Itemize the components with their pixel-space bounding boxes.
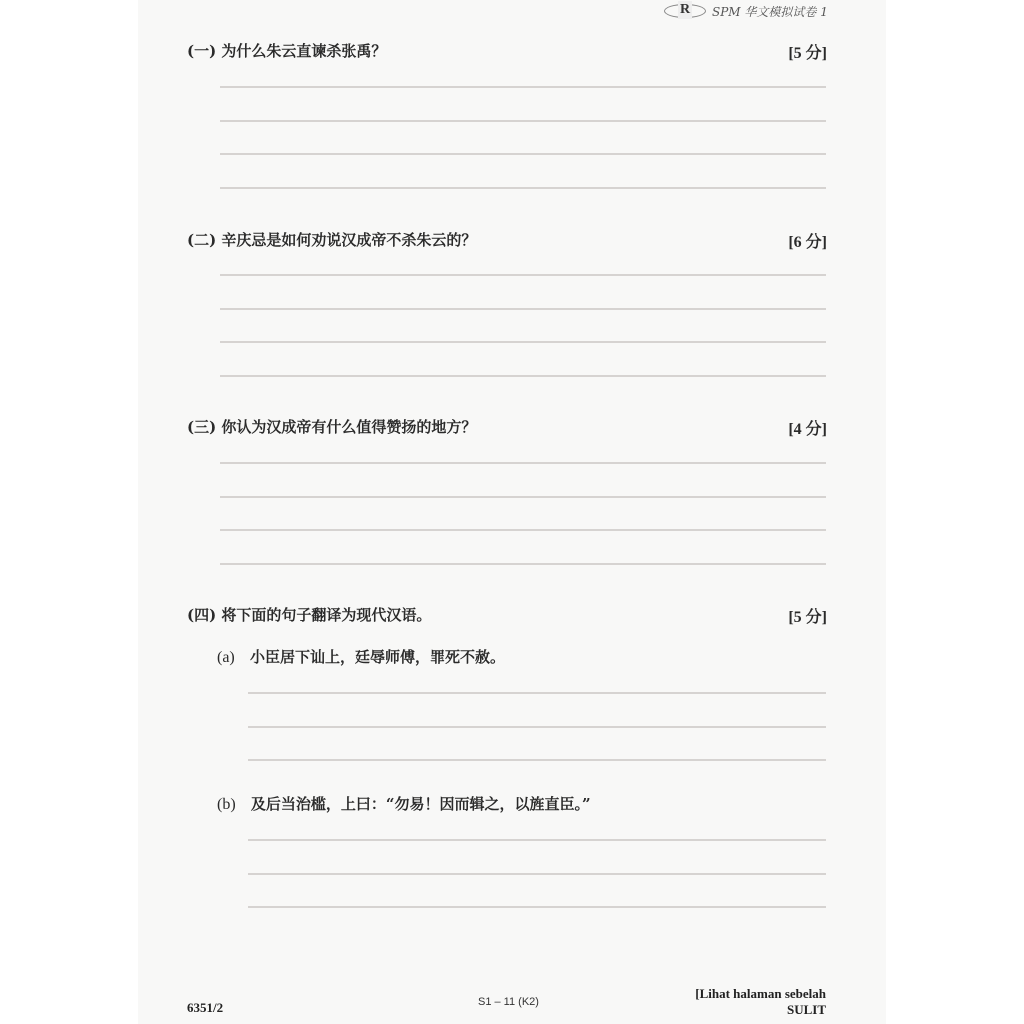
- answer-line[interactable]: [220, 308, 826, 310]
- question-4a-label: (a): [217, 649, 235, 666]
- question-2-text: (二) 辛庆忌是如何劝说汉成帝不杀朱云的？: [187, 231, 477, 249]
- question-1-text: (一) 为什么朱云直谏杀张禹？: [187, 42, 387, 60]
- answer-line[interactable]: [220, 375, 826, 377]
- print-code: S1 – 11 (K2): [478, 996, 539, 1008]
- question-4a: [217, 646, 505, 667]
- publisher-logo-icon: R: [664, 4, 706, 18]
- answer-line[interactable]: [248, 726, 826, 728]
- question-4-text: (四) 将下面的句子翻译为现代汉语。: [187, 606, 432, 624]
- answer-line[interactable]: [248, 906, 826, 908]
- answer-line[interactable]: [220, 153, 826, 155]
- question-1-marks: [5 分]: [788, 45, 827, 62]
- question-4a-text: 小臣居下讪上，廷辱师傅，罪死不赦。: [250, 648, 506, 666]
- answer-line[interactable]: [248, 759, 826, 761]
- next-page-note: [Lihat halaman sebelah: [695, 986, 826, 1001]
- paper-code: 6351/2: [187, 1000, 224, 1015]
- classification-label: SULIT: [786, 1002, 826, 1017]
- question-3: [187, 416, 827, 439]
- question-4: [187, 604, 827, 627]
- answer-line[interactable]: [220, 462, 826, 464]
- answer-line[interactable]: [220, 496, 826, 498]
- answer-line[interactable]: [248, 692, 826, 694]
- answer-line[interactable]: [248, 873, 826, 875]
- question-2: [187, 229, 827, 252]
- question-2-marks: [6 分]: [788, 234, 827, 251]
- answer-line[interactable]: [220, 120, 826, 122]
- answer-line[interactable]: [248, 839, 826, 841]
- answer-line[interactable]: [220, 274, 826, 276]
- answer-line[interactable]: [220, 86, 826, 88]
- question-4b: [217, 793, 591, 814]
- answer-line[interactable]: [220, 341, 826, 343]
- question-3-text: (三) 你认为汉成帝有什么值得赞扬的地方？: [187, 418, 477, 436]
- answer-line[interactable]: [220, 529, 826, 531]
- question-4-marks: [5 分]: [788, 609, 827, 626]
- question-4b-text: 及后当治槛，上曰：“勿易！因而辑之，以旌直臣。”: [250, 795, 591, 813]
- footer-right: [695, 986, 826, 1018]
- question-1: [187, 40, 827, 63]
- answer-line[interactable]: [220, 187, 826, 189]
- header-title: SPM 华文模拟试卷 1: [712, 4, 828, 19]
- answer-line[interactable]: [220, 563, 826, 565]
- page-header: [664, 2, 828, 20]
- question-4b-label: (b): [217, 796, 236, 813]
- question-3-marks: [4 分]: [788, 421, 827, 438]
